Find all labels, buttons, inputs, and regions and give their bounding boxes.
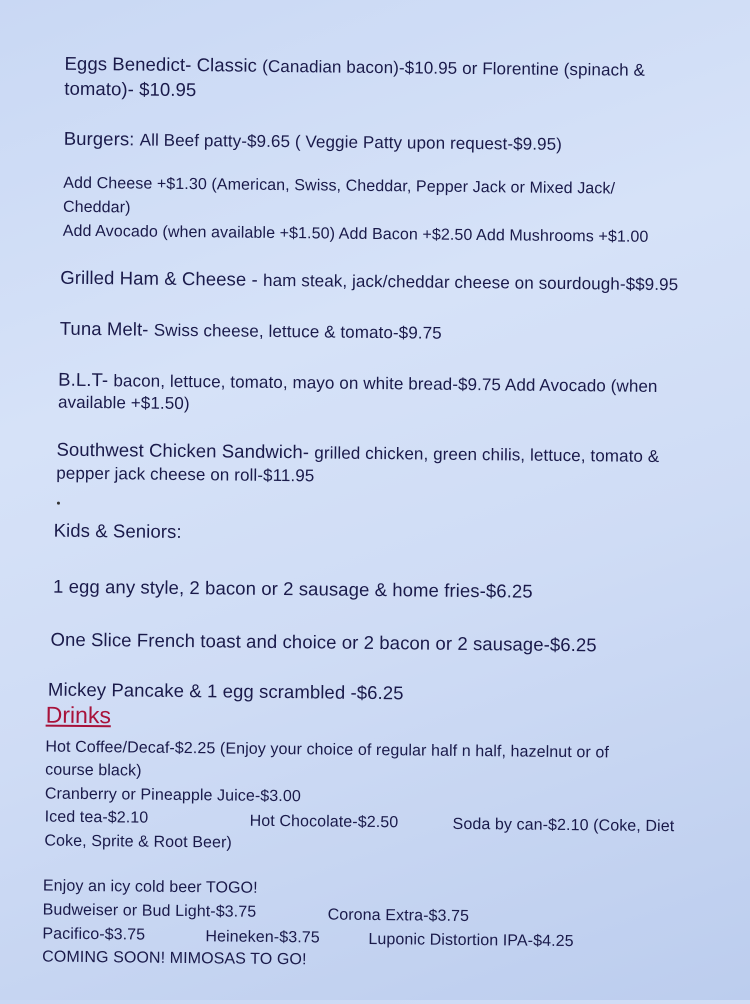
tuna-melt-line — [60, 318, 442, 344]
southwest-desc: grilled chicken, green chilis, lettuce, tomato & — [314, 443, 660, 466]
blt-desc: bacon, lettuce, tomato, mayo on white bread-$9.75 Add Avocado (when — [113, 371, 658, 396]
eggs-benedict-title: Eggs Benedict- Classic — [64, 52, 263, 76]
beer-heineken: Heineken-$3.75 — [205, 928, 320, 947]
southwest-line2: pepper jack cheese on roll-$11.95 — [56, 463, 315, 486]
beer-pacifico: Pacifico-$3.75 — [42, 925, 146, 944]
eggs-benedict-line2: tomato)- $10.95 — [64, 77, 197, 101]
juice-line: Cranberry or Pineapple Juice-$3.00 — [44, 785, 301, 806]
iced-tea: Iced tea-$2.10 — [44, 808, 149, 827]
beer-corona: Corona Extra-$3.75 — [327, 906, 470, 926]
soda-line2: Coke, Sprite & Root Beer) — [44, 832, 232, 852]
beer-heading: Enjoy an icy cold beer TOGO! — [42, 877, 258, 897]
eggs-benedict-desc: (Canadian bacon)-$10.95 or Florentine (spinach & — [262, 56, 646, 80]
grilled-ham-line — [60, 267, 678, 295]
kids-item-3: Mickey Pancake & 1 egg scrambled -$6.25 — [47, 678, 404, 704]
grilled-ham-title: Grilled Ham & Cheese - — [60, 266, 264, 290]
beer-luponic: Luponic Distortion IPA-$4.25 — [368, 930, 574, 951]
southwest-line1 — [56, 439, 659, 467]
burgers-desc: All Beef patty-$9.65 ( Veggie Patty upon request-$9.95) — [139, 130, 563, 154]
stray-dot — [57, 502, 60, 505]
tuna-melt-desc: Swiss cheese, lettuce & tomato-$9.75 — [153, 320, 442, 343]
beer-bud: Budweiser or Bud Light-$3.75 — [42, 901, 257, 921]
coffee-line2: course black) — [45, 761, 142, 780]
addons-line1: Add Cheese +$1.30 (American, Swiss, Cheddar, Pepper Jack or Mixed Jack/ — [63, 174, 616, 198]
coffee-line1: Hot Coffee/Decaf-$2.25 (Enjoy your choice of regular half n half, hazelnut or of — [45, 738, 610, 762]
kids-item-2: One Slice French toast and choice or 2 bacon or 2 sausage-$6.25 — [50, 628, 597, 656]
hot-chocolate: Hot Chocolate-$2.50 — [249, 812, 399, 832]
burgers-line — [64, 128, 562, 155]
addons-line3: Add Avocado (when available +$1.50) Add Bacon +$2.50 Add Mushrooms +$1.00 — [62, 222, 649, 246]
blt-line2: available +$1.50) — [57, 392, 190, 414]
drinks-heading: Drinks — [45, 701, 112, 729]
coming-soon: COMING SOON! MIMOSAS TO GO! — [42, 948, 307, 969]
burgers-title: Burgers: — [63, 127, 140, 150]
addons-line2: Cheddar) — [62, 198, 131, 217]
eggs-benedict-line1 — [64, 53, 645, 81]
kids-heading: Kids & Seniors: — [53, 519, 182, 542]
southwest-title: Southwest Chicken Sandwich- — [56, 438, 315, 463]
grilled-ham-desc: ham steak, jack/cheddar cheese on sourdough-$$9.95 — [262, 270, 679, 295]
blt-title: B.L.T- — [58, 368, 114, 391]
soda-line1: Soda by can-$2.10 (Coke, Diet — [452, 815, 675, 836]
tuna-melt-title: Tuna Melt- — [59, 317, 154, 340]
kids-item-1: 1 egg any style, 2 bacon or 2 sausage & home fries-$6.25 — [52, 575, 533, 602]
